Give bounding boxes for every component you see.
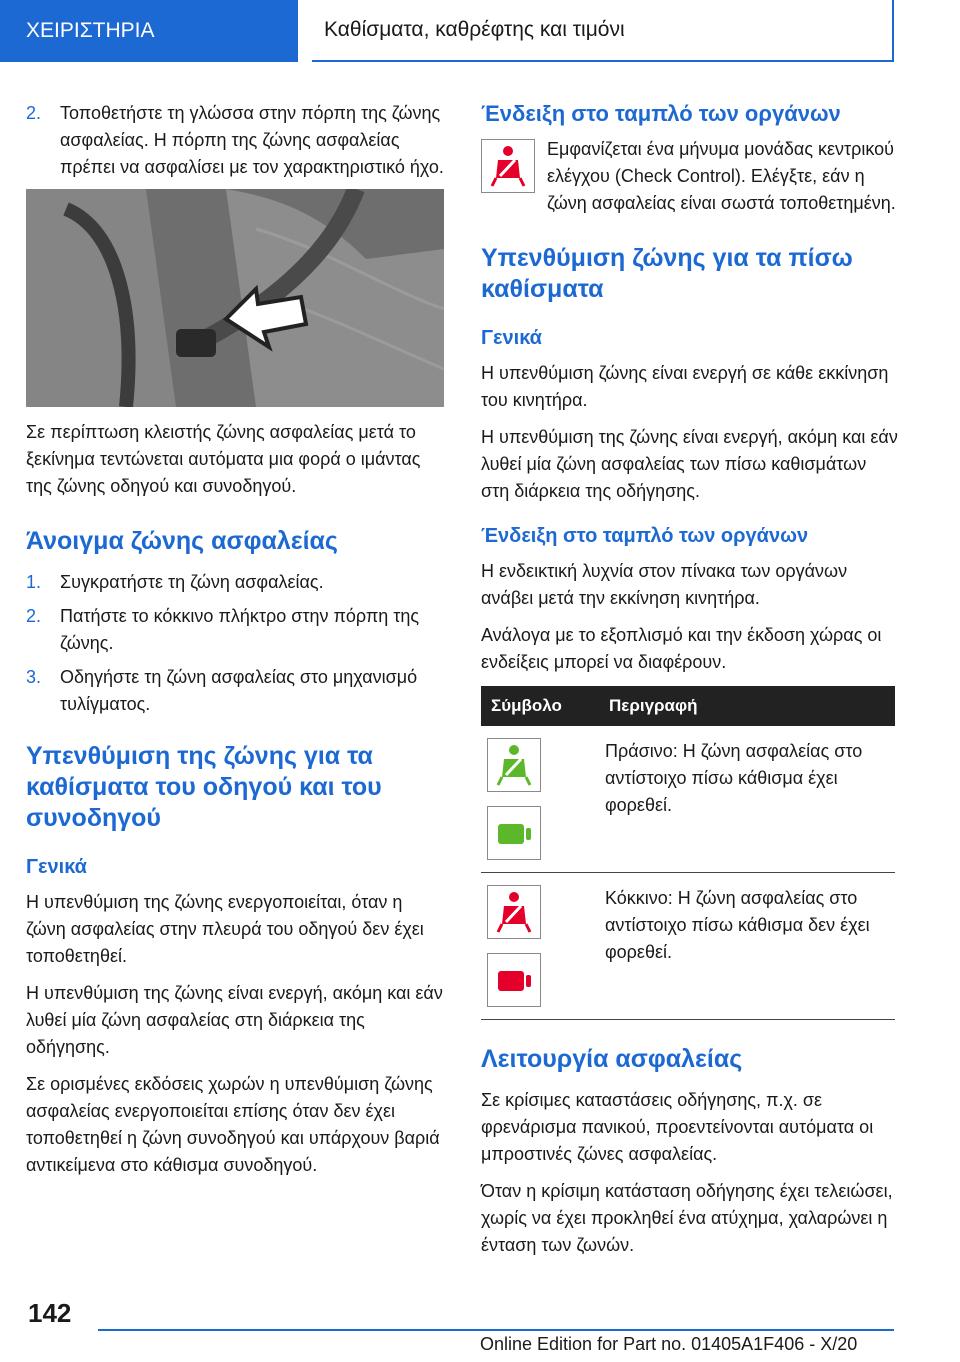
section-heading: Λειτουργία ασφαλείας xyxy=(481,1045,743,1073)
seatbelt-photo-illustration xyxy=(26,189,444,407)
step-text: Οδηγήστε τη ζώνη ασφαλείας στο μηχανισμό τυλίγματος. xyxy=(60,667,418,714)
section-heading: Ένδειξη στο ταμπλό των οργάνων xyxy=(481,101,841,126)
paragraph: Σε ορισμένες εκδόσεις χωρών η υπενθύμιση ζώνης ασφαλείας ενεργοποιείται επίσης όταν δεν έχει τοποθετηθεί η ζώνη συνοδηγού και υπάρχουν βαριά αντικείμενα στο κάθισμα συνοδηγού. xyxy=(26,1074,440,1175)
table-cell-description: Κόκκινο: Η ζώνη ασφαλείας στο αντίστοιχο πίσω κάθισμα δεν έχει φορεθεί. xyxy=(599,873,895,1020)
subsection-heading: Γενικά xyxy=(26,856,87,878)
step-text: Τοποθετήστε τη γλώσσα στην πόρπη της ζώνης ασφαλείας. Η πόρπη της ζώνης ασφαλείας πρέπει να ασφαλίσει με τον χαρακτηριστικό ήχο. xyxy=(60,103,444,177)
step-item xyxy=(26,100,444,181)
paragraph: Η ενδεικτική λυχνία στον πίνακα των οργάνων ανάβει μετά την εκκίνηση κινητήρα. xyxy=(481,561,848,608)
seatbelt-green-icon xyxy=(487,738,541,792)
section-heading: Υπενθύμιση της ζώνης για τα καθίσματα του οδηγού και του συνοδηγού xyxy=(26,742,382,832)
step-item xyxy=(26,664,444,718)
table-row xyxy=(481,873,895,1020)
rear-seat-green-icon xyxy=(487,806,541,860)
table-row xyxy=(481,726,895,873)
step-number: 1. xyxy=(26,572,42,592)
table-cell-description: Πράσινο: Η ζώνη ασφαλείας στο αντίστοιχο πίσω κάθισμα έχει φορεθεί. xyxy=(599,726,895,873)
chapter-title: Καθίσματα, καθρέφτης και τιμόνι xyxy=(312,0,894,62)
paragraph: Εμφανίζεται ένα μήνυμα μονάδας κεντρικού ελέγχου (Check Control). Ελέγξτε, εάν η ζώνη ασφαλείας είναι σωστά τοποθετημένη. xyxy=(547,139,896,213)
seatbelt-red-icon xyxy=(487,885,541,939)
step-number: 2. xyxy=(26,103,42,123)
step-text: Συγκρατήστε τη ζώνη ασφαλείας. xyxy=(60,572,324,592)
paragraph: Η υπενθύμιση της ζώνης είναι ενεργή, ακόμη και εάν λυθεί μία ζώνη ασφαλείας των πίσω καθισμάτων στη διάρκεια της οδήγησης. xyxy=(481,427,898,501)
section-heading: Υπενθύμιση ζώνης για τα πίσω καθίσματα xyxy=(481,244,853,303)
symbol-table xyxy=(481,686,895,1020)
step-text: Πατήστε το κόκκινο πλήκτρο στην πόρπη της ζώνης. xyxy=(60,606,420,653)
footer-divider xyxy=(98,1329,894,1331)
warning-intro xyxy=(481,136,899,227)
rear-seat-red-icon xyxy=(487,953,541,1007)
right-column xyxy=(481,100,899,1269)
seatbelt-warning-red-icon xyxy=(481,139,535,193)
section-tab: ΧΕΙΡΙΣΤΗΡΙΑ xyxy=(0,0,298,62)
paragraph: Όταν η κρίσιμη κατάσταση οδήγησης έχει τελειώσει, χωρίς να έχει προκληθεί ένα ατύχημα, χαλαρώνει η ένταση των ζωνών. xyxy=(481,1181,893,1255)
section-heading: Άνοιγμα ζώνης ασφαλείας xyxy=(26,527,338,555)
paragraph: Η υπενθύμιση της ζώνης ενεργοποιείται, όταν η ζώνη ασφαλείας στην πλευρά του οδηγού δεν έχει τοποθετηθεί. xyxy=(26,892,424,966)
step-item xyxy=(26,603,444,657)
edition-footer: Online Edition for Part no. 01405A1F406 - X/20 xyxy=(480,1334,858,1354)
paragraph: Σε κρίσιμες καταστάσεις οδήγησης, π.χ. σε φρενάρισμα πανικού, προεντείνονται αυτόματα οι μπροστινές ζώνες ασφαλείας. xyxy=(481,1090,874,1164)
paragraph: Σε περίπτωση κλειστής ζώνης ασφαλείας μετά το ξεκίνημα τεντώνεται αυτόματα μια φορά ο ιμάντας της ζώνης οδηγού και συνοδηγού. xyxy=(26,422,421,496)
seatbelt-buckle-photo xyxy=(26,189,444,407)
paragraph: Ανάλογα με το εξοπλισμό και την έκδοση χώρας οι ενδείξεις μπορεί να διαφέρουν. xyxy=(481,625,882,672)
left-column xyxy=(26,100,444,1189)
step-number: 2. xyxy=(26,606,42,626)
subsection-heading: Γενικά xyxy=(481,327,542,349)
table-header-description: Περιγραφή xyxy=(599,686,895,726)
page-number: 142 xyxy=(28,1298,72,1328)
paragraph: Η υπενθύμιση ζώνης είναι ενεργή σε κάθε εκκίνηση του κινητήρα. xyxy=(481,363,889,410)
step-number: 3. xyxy=(26,667,42,687)
paragraph: Η υπενθύμιση της ζώνης είναι ενεργή, ακόμη και εάν λυθεί μία ζώνη ασφαλείας στη διάρκεια της οδήγησης. xyxy=(26,983,443,1057)
subsection-heading: Ένδειξη στο ταμπλό των οργάνων xyxy=(481,525,809,547)
step-item xyxy=(26,569,444,596)
table-header-symbol: Σύμβολο xyxy=(481,686,599,726)
